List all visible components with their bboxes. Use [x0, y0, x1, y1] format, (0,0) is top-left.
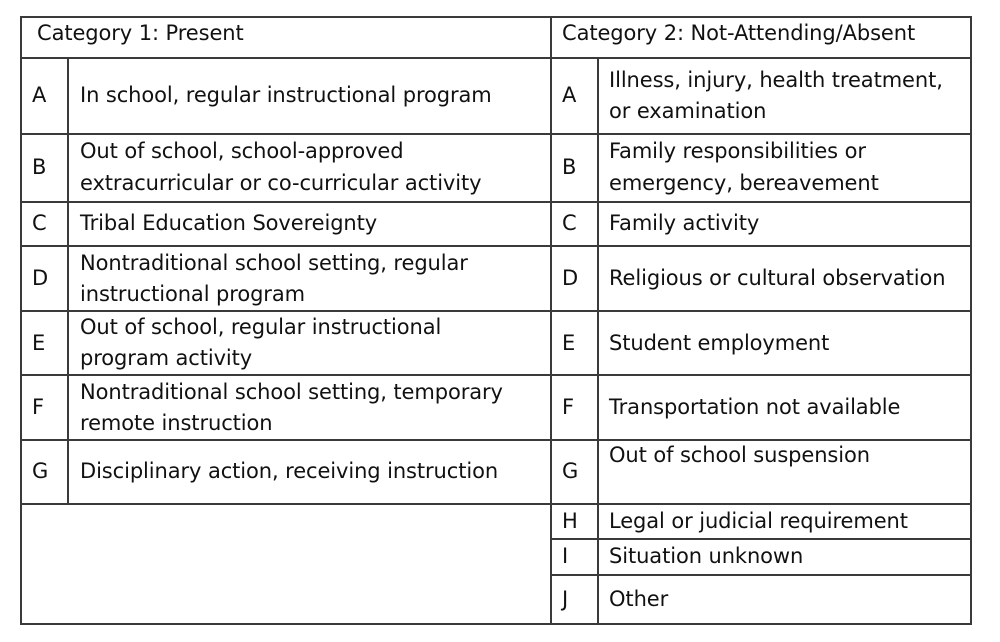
left-row-desc: Disciplinary action, receiving instruction — [80, 459, 499, 483]
right-row-code: J — [562, 587, 569, 611]
left-row-code: A — [32, 83, 47, 107]
left-row-code: E — [32, 331, 46, 355]
right-row-code: B — [562, 155, 577, 179]
left-row-desc: Nontraditional school setting, temporary — [80, 380, 503, 404]
row-divider — [20, 57, 972, 59]
left-row-code: G — [32, 459, 49, 483]
left-row-desc: In school, regular instructional program — [80, 83, 492, 107]
row-divider — [20, 133, 972, 135]
left-row-desc: Out of school, school-approved — [80, 139, 404, 163]
right-row-code: I — [562, 544, 569, 568]
right-row-desc: Student employment — [609, 331, 830, 355]
left-row-desc: Tribal Education Sovereignty — [80, 211, 378, 235]
table-border-right — [970, 16, 972, 625]
right-row-code: A — [562, 83, 577, 107]
left-row-desc: remote instruction — [80, 411, 273, 435]
right-row-desc: Other — [609, 587, 669, 611]
right-row-desc: or examination — [609, 99, 767, 123]
table-border-left — [20, 16, 22, 625]
right-column-header: Category 2: Not-Attending/Absent — [562, 21, 916, 45]
right-row-code: C — [562, 211, 577, 235]
left-row-code: D — [32, 266, 49, 290]
right-row-desc: Out of school suspension — [609, 443, 870, 467]
right-row-code: F — [562, 395, 574, 419]
column-divider-middle — [550, 16, 552, 625]
right-row-desc: Illness, injury, health treatment, — [609, 68, 943, 92]
right-row-code: G — [562, 459, 579, 483]
right-row-code: H — [562, 509, 578, 533]
right-row-code: D — [562, 266, 579, 290]
left-row-desc: Nontraditional school setting, regular — [80, 251, 468, 275]
row-divider — [550, 538, 972, 540]
right-row-desc: Transportation not available — [609, 395, 901, 419]
right-row-desc: Legal or judicial requirement — [609, 509, 908, 533]
attendance-category-table — [20, 16, 972, 625]
row-divider — [550, 574, 972, 576]
right-row-desc: Situation unknown — [609, 544, 804, 568]
right-row-desc: Religious or cultural observation — [609, 266, 946, 290]
right-row-desc: Family responsibilities or — [609, 139, 866, 163]
left-code-divider — [67, 57, 69, 503]
left-row-desc: Out of school, regular instructional — [80, 315, 442, 339]
row-divider — [20, 201, 972, 203]
left-row-desc: instructional program — [80, 282, 305, 306]
left-row-desc: program activity — [80, 346, 253, 370]
table-border-bottom — [20, 623, 972, 625]
right-row-code: E — [562, 331, 576, 355]
left-column-header: Category 1: Present — [37, 21, 244, 45]
row-divider — [20, 374, 972, 376]
left-row-desc: extracurricular or co-curricular activity — [80, 171, 482, 195]
right-row-desc: Family activity — [609, 211, 760, 235]
right-row-desc: emergency, bereavement — [609, 171, 879, 195]
row-divider — [20, 503, 972, 505]
left-row-code: C — [32, 211, 47, 235]
row-divider — [20, 245, 972, 247]
left-row-code: B — [32, 155, 47, 179]
left-row-code: F — [32, 395, 44, 419]
